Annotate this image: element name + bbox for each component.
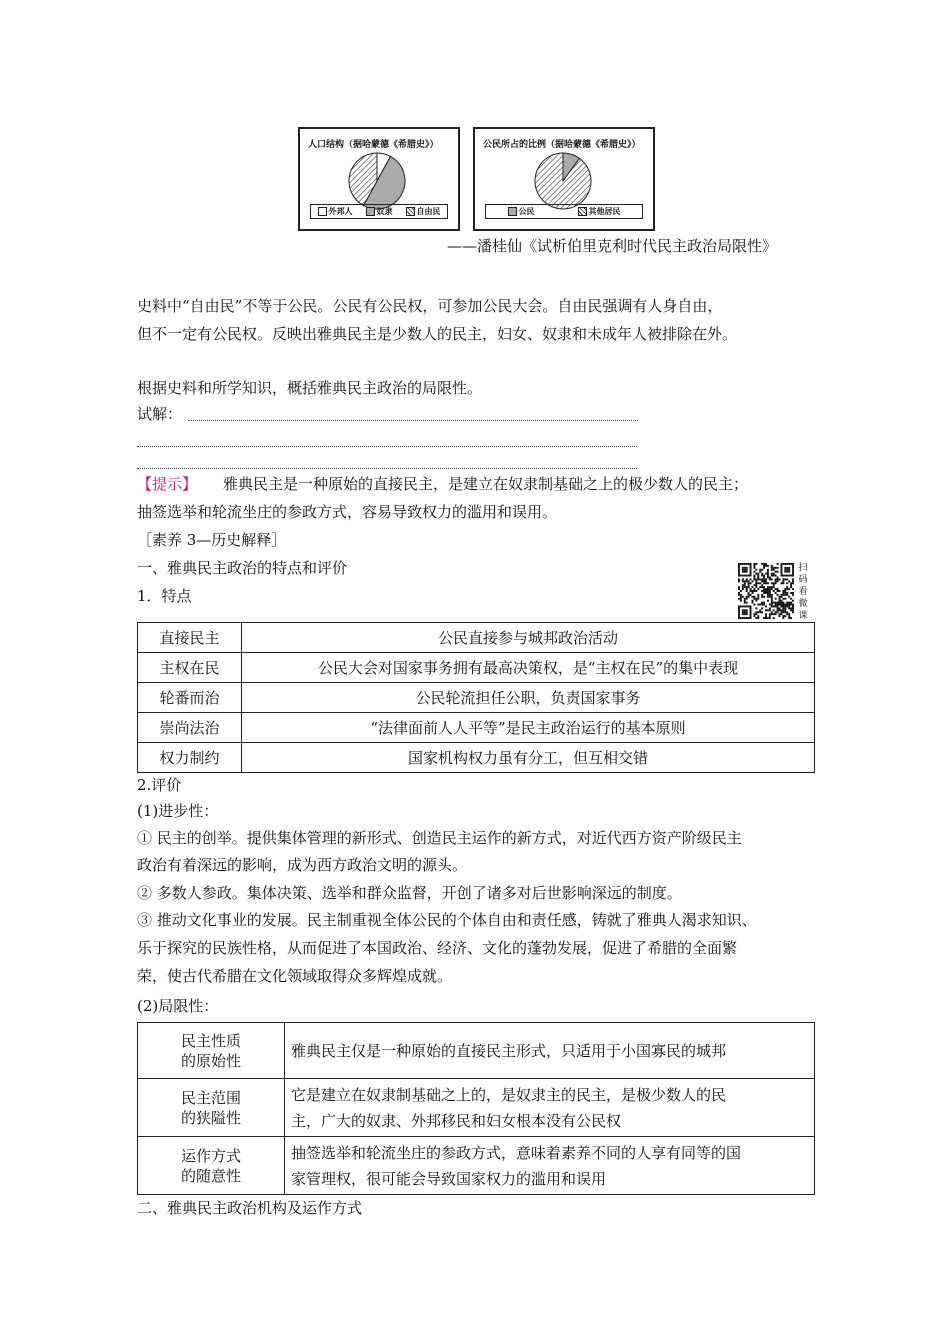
legend-label: 自由民 <box>416 206 441 216</box>
hint-line <box>137 474 748 494</box>
legend-item <box>578 206 621 217</box>
source-citation: ——潘桂仙《试析伯里克利时代民主政治局限性》 <box>447 237 778 255</box>
table-cell: “法律面前人人平等”是民主政治运行的基本原则 <box>242 713 815 743</box>
cell-line: 雅典民主仅是一种原始的直接民主形式，只适用于小国寡民的城邦 <box>291 1041 727 1060</box>
table-row <box>138 1023 815 1079</box>
table-row <box>138 623 815 653</box>
table-row <box>138 743 815 773</box>
legend-item <box>318 206 353 217</box>
table-cell: 崇尚法治 <box>138 713 242 743</box>
cell-line: 的随意性 <box>180 1166 241 1185</box>
subheading: 1．特点 <box>137 587 192 605</box>
table-cell: 公民轮流担任公职，负责国家事务 <box>242 683 815 713</box>
table-cell: 公民大会对国家事务拥有最高决策权，是“主权在民”的集中表现 <box>242 653 815 683</box>
hint-label: 【提示】 <box>137 475 198 493</box>
heading: 一、雅典民主政治的特点和评价 <box>137 559 348 577</box>
subheading: (1)进步性： <box>137 802 219 820</box>
table-cell <box>285 1079 815 1137</box>
table-row <box>138 683 815 713</box>
legend-label: 其他居民 <box>588 206 621 216</box>
question: 根据史料和所学知识，概括雅典民主政治的局限性。 <box>137 379 483 397</box>
cell-line: 主，广大的奴隶、外邦移民和妇女根本没有公民权 <box>291 1111 622 1130</box>
pie-chart <box>533 151 593 211</box>
paragraph-line: 荣，使古代希腊在文化领域取得众多辉煌成就。 <box>137 967 453 985</box>
table-cell: 直接民主 <box>138 623 242 653</box>
heading: 二、雅典民主政治机构及运作方式 <box>137 1199 363 1217</box>
hint-text: 雅典民主是一种原始的直接民主，是建立在奴隶制基础之上的极少数人的民主； <box>223 475 749 493</box>
qr-char: 码 <box>798 575 808 585</box>
paragraph-line: ② 多数人参政。集体决策、选举和群众监督，开创了诸多对后世影响深远的制度。 <box>137 884 682 902</box>
paragraph-line: 乐于探究的民族性格，从而促进了本国政治、经济、文化的蓬勃发展，促进了希腊的全面繁 <box>137 939 738 957</box>
table-row <box>138 1137 815 1195</box>
cell-line: 的狭隘性 <box>180 1108 241 1127</box>
hint-line: 抽签选举和轮流坐庄的参政方式，容易导致权力的滥用和误用。 <box>137 503 558 521</box>
citizen-ratio-chart <box>473 127 655 231</box>
answer-line[interactable] <box>137 446 637 447</box>
legend-item <box>508 206 535 217</box>
chart-title: 公民所占的比例（据哈蒙德《希腊史》） <box>483 140 641 150</box>
cell-line: 它是建立在奴隶制基础之上的，是奴隶主的民主，是极少数人的民 <box>291 1085 727 1104</box>
population-chart <box>298 127 460 231</box>
paragraph-line: ① 民主的创举。提供集体管理的新形式、创造民主运作的新方式，对近代西方资产阶级民主 <box>137 829 742 847</box>
table-cell: 国家机构权力虽有分工，但互相交错 <box>242 743 815 773</box>
answer-line[interactable] <box>137 468 637 469</box>
limitations-table <box>137 1022 815 1195</box>
cell-line: 运作方式 <box>180 1146 241 1165</box>
table-cell <box>138 1137 285 1195</box>
table-row <box>138 713 815 743</box>
cell-line: 民主范围 <box>180 1088 241 1107</box>
qr-char: 微 <box>798 599 808 609</box>
legend-label: 外邦人 <box>328 206 353 216</box>
legend-item <box>366 206 393 217</box>
answer-line[interactable] <box>188 420 638 421</box>
qr-char: 扫 <box>798 563 808 573</box>
cell-line: 家管理权，很可能会导致国家权力的滥用和误用 <box>291 1169 607 1188</box>
qr-code-icon[interactable] <box>738 563 794 619</box>
paragraph-line: 政治有着深远的影响，成为西方政治文明的源头。 <box>137 856 468 874</box>
features-table <box>137 622 815 773</box>
table-cell <box>138 1079 285 1137</box>
table-cell: 主权在民 <box>138 653 242 683</box>
subheading: (2)局限性： <box>137 997 219 1015</box>
qr-char: 课 <box>798 611 808 621</box>
table-cell: 轮番而治 <box>138 683 242 713</box>
qr-label <box>797 562 809 622</box>
legend-item <box>406 206 441 217</box>
paragraph-line: 史料中“自由民”不等于公民。公民有公民权，可参加公民大会。自由民强调有人身自由， <box>137 297 723 315</box>
answer-label: 试解： <box>137 405 183 423</box>
cell-line: 民主性质 <box>180 1031 241 1050</box>
table-row <box>138 653 815 683</box>
chart-legend <box>485 204 643 219</box>
pie-chart <box>347 151 407 211</box>
paragraph-line: ③ 推动文化事业的发展。民主制重视全体公民的个体自由和责任感，铸就了雅典人渴求知识、 <box>137 911 757 929</box>
table-cell: 权力制约 <box>138 743 242 773</box>
paragraph-line: 但不一定有公民权。反映出雅典民主是少数人的民主，妇女、奴隶和未成年人被排除在外。 <box>137 325 738 343</box>
table-cell <box>285 1137 815 1195</box>
subheading: 2.评价 <box>137 776 182 794</box>
chart-legend <box>310 204 448 219</box>
table-cell <box>138 1023 285 1079</box>
cell-line: 的原始性 <box>180 1051 241 1070</box>
chart-title: 人口结构（据哈蒙德《希腊史》） <box>308 140 439 150</box>
cell-line: 抽签选举和轮流坐庄的参政方式，意味着素养不同的人享有同等的国 <box>291 1143 742 1162</box>
table-cell: 公民直接参与城邦政治活动 <box>242 623 815 653</box>
table-cell <box>285 1023 815 1079</box>
legend-label: 奴隶 <box>376 206 393 216</box>
section-tag: ［素养 3—历史解释］ <box>137 531 287 549</box>
table-row <box>138 1079 815 1137</box>
pie-slice-其他居民 <box>535 153 591 209</box>
qr-char: 看 <box>798 587 808 597</box>
legend-label: 公民 <box>518 206 535 216</box>
